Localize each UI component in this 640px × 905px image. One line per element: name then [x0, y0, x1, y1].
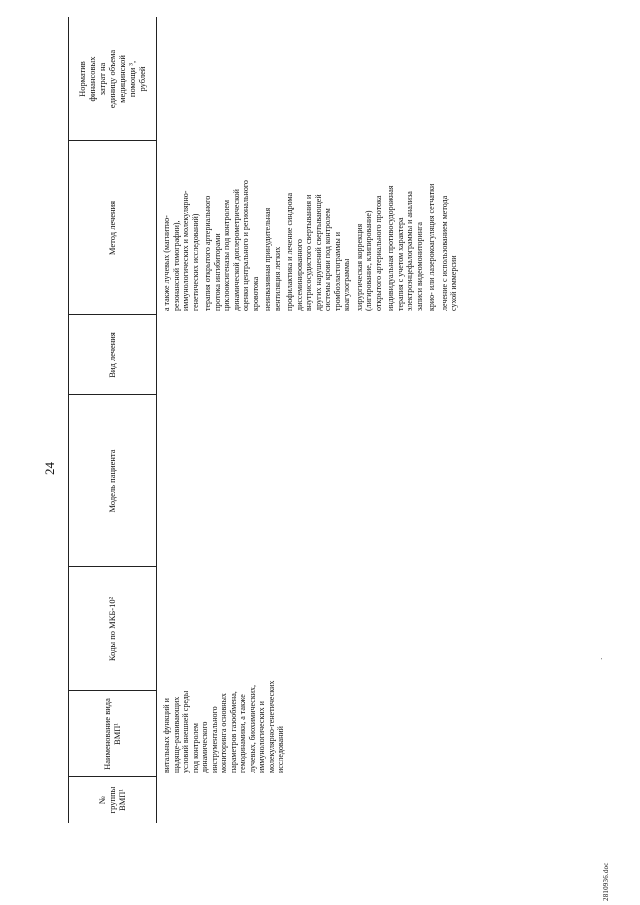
treatment-method-line: динамической доплерометрической [231, 189, 241, 311]
vmp-name-line: параметров газообмена, [228, 691, 238, 773]
table-header-rule [156, 17, 157, 823]
vmp-name-line: молекулярно-генетических [266, 680, 276, 773]
header-icd-codes: Коды по МКБ-10² [107, 596, 117, 662]
vmp-name-line: мониторинга основных [219, 693, 228, 773]
stray-mark: · [598, 657, 606, 660]
treatment-method-line: (лигирование, клипирование) [364, 210, 373, 311]
vmp-name-line: условий внешней среды [181, 690, 190, 773]
treatment-method-line: оценки центрального и регионального [241, 180, 250, 311]
treatment-method-line: резонансной томографии), [171, 220, 181, 311]
vmp-name-line: исследований [276, 726, 285, 773]
treatment-method-line: иммунологических и молекулярно- [181, 190, 190, 311]
treatment-method-line: тромбоэластограммы и [332, 231, 342, 311]
treatment-method-line: кровотока [250, 276, 260, 311]
treatment-method-line: профилактика и лечение синдрома [285, 192, 294, 311]
vmp-name-line: иммунологических и [257, 701, 266, 773]
treatment-method-line: индивидуальная противосудорожная [386, 185, 395, 311]
treatment-method-line: циклооксигеназы под контролем [222, 199, 231, 311]
header-vmp-name: Наименование вида ВМП¹ [102, 698, 122, 770]
treatment-method-line: открытого артериального протока [373, 195, 383, 311]
treatment-method-line: записи видеомониторинга [414, 222, 424, 311]
footer-filename: 2810936.doc [602, 862, 610, 901]
vmp-name-line: инструментального [209, 706, 219, 773]
treatment-method-line: других нарушений свертывающей [313, 194, 323, 311]
header-group-no: № группы ВМП¹ [97, 786, 127, 814]
vmp-name-line: под контролем [190, 723, 200, 773]
vmp-name-line: витальных функций и [162, 698, 171, 773]
vmp-name-line: гемодинамики, а также [238, 694, 247, 773]
header-treatment-method: Метод лечения [107, 200, 117, 256]
treatment-method-line: сухой иммерсии [449, 255, 458, 311]
header-norm: Норматив финансовых затрат на единицу объема медицинской помощи ³, рублей [77, 49, 147, 109]
treatment-method-line: системы крови под контролем [323, 208, 332, 311]
treatment-method-line: коагулограммы [342, 258, 351, 311]
treatment-method-text [162, 121, 459, 311]
treatment-method-line: электроэнцефалограммы и анализа [405, 191, 414, 311]
treatment-method-line: протока ингибиторами [212, 233, 222, 311]
treatment-method-line: терапия с учетом характера [395, 217, 405, 311]
treatment-method-line: диссеминированного [294, 239, 304, 311]
page-number: 24 [42, 462, 57, 475]
vmp-name-line: динамического [200, 721, 209, 773]
treatment-method-line: вентиляция легких [272, 246, 282, 311]
treatment-method-line: крио- или лазерокоагуляция сетчатки [427, 183, 436, 311]
treatment-method-line: лечение с использованием метода [439, 195, 449, 311]
header-treatment-type: Вид лечения [107, 332, 117, 378]
vmp-name-line: щадяще-развивающих [171, 696, 181, 773]
treatment-method-line: неинвазивная принудительная [263, 207, 272, 311]
treatment-method-line: внутрисосудистого свертывания и [304, 194, 313, 311]
treatment-method-line: хирургическая коррекция [354, 223, 364, 311]
header-patient-model: Модель пациента [107, 449, 117, 513]
treatment-method-line: генетических исследований) [190, 213, 200, 311]
vmp-name-line: лучевых, биохимических, [247, 685, 257, 773]
treatment-method-line: а также лучевых (магнитно- [162, 215, 171, 311]
vmp-name-text [162, 613, 286, 773]
treatment-method-line: терапия открытого артериального [203, 195, 212, 311]
